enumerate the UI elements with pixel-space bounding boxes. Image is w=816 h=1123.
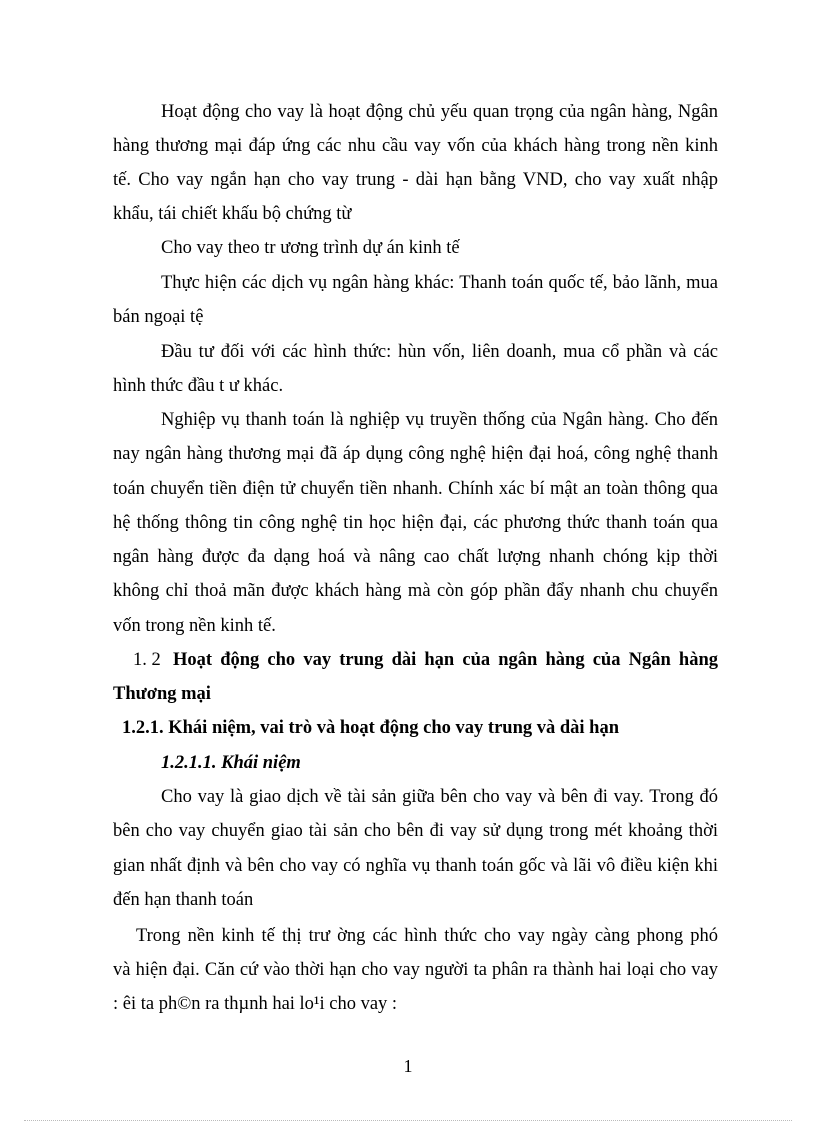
paragraph-line: Cho vay là giao dịch về tài sản giữa bên cho vay và bên đi vay. Trong đó (161, 787, 718, 807)
paragraph-line: hình thức đầu t ư khác. (113, 376, 284, 396)
paragraph-line: không chỉ thoả mãn được khách hàng mà còn góp phần đẩy nhanh chu chuyển (113, 581, 718, 601)
paragraph-line: : êi ta ph©n ra thµnh hai lo¹i cho vay : (113, 994, 398, 1014)
paragraph-line: Nghiệp vụ thanh toán là nghiệp vụ truyền thống của Ngân hàng. Cho đến (161, 410, 718, 430)
paragraph-line: Hoạt động cho vay là hoạt động chủ yếu quan trọng của ngân hàng, Ngân (161, 102, 718, 122)
page-number: 1 (403, 1056, 413, 1076)
paragraph-line: nay ngân hàng thương mại đã áp dụng công nghệ hiện đại hoá, công nghệ thanh (113, 444, 718, 464)
paragraph-line: đến hạn thanh toán (113, 890, 254, 910)
section-heading: Hoạt động cho vay trung dài hạn của ngân hàng của Ngân hàng (173, 650, 718, 670)
paragraph-line: hàng thương mại đáp ứng các nhu cầu vay vốn của khách hàng trong nền kinh (113, 136, 718, 156)
paragraph-line: hệ thống thông tin công nghệ tin học hiện đại, các phương thức thanh toán qua (113, 513, 718, 533)
paragraph-line: và hiện đại. Căn cứ vào thời hạn cho vay người ta phân ra thành hai loại cho vay (113, 960, 718, 980)
subsubsection-heading: 1.2.1.1. Khái niệm (161, 753, 301, 773)
paragraph-line: bán ngoại tệ (113, 307, 204, 327)
subsection-heading: 1.2.1. Khái niệm, vai trò và hoạt động cho vay trung và dài hạn (122, 718, 619, 738)
paragraph-line: toán chuyển tiền điện tử chuyển tiền nhanh. Chính xác bí mật an toàn thông qua (113, 479, 718, 499)
paragraph-line: tế. Cho vay ngắn hạn cho vay trung - dài hạn bằng VND, cho vay xuất nhập (113, 170, 718, 190)
paragraph-line: bên cho vay chuyển giao tài sản cho bên đi vay sử dụng trong mét khoảng thời (113, 821, 718, 841)
paragraph-line: ngân hàng được đa dạng hoá và nâng cao chất lượng nhanh chóng kịp thời (113, 547, 718, 567)
paragraph-line: gian nhất định và bên cho vay có nghĩa vụ thanh toán gốc và lãi vô điều kiện khi (113, 856, 718, 876)
paragraph-line: Cho vay theo tr ương trình dự án kinh tế (161, 238, 460, 258)
paragraph-line: Trong nền kinh tế thị trư ờng các hình thức cho vay ngày càng phong phó (136, 926, 718, 946)
paragraph-line: khẩu, tái chiết khấu bộ chứng từ (113, 204, 352, 224)
section-heading-continued: Thương mại (113, 684, 211, 704)
section-number: 1. 2 (133, 650, 161, 670)
paragraph-line: Thực hiện các dịch vụ ngân hàng khác: Thanh toán quốc tế, bảo lãnh, mua (161, 273, 718, 293)
footer-divider (24, 1120, 792, 1121)
paragraph-line: vốn trong nền kinh tế. (113, 616, 276, 636)
paragraph-line: Đầu tư đối với các hình thức: hùn vốn, liên doanh, mua cổ phần và các (161, 342, 718, 362)
